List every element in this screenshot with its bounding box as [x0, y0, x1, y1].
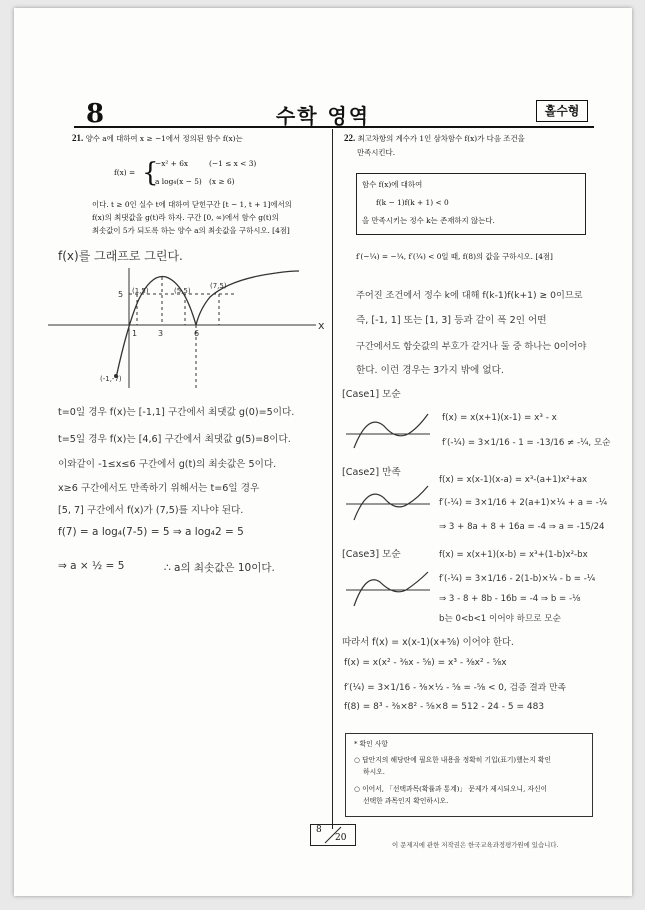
q21-body-3: 최솟값이 5가 되도록 하는 양수 a의 최솟값을 구하시오. [4점]	[92, 226, 290, 235]
label-x1: 1	[132, 329, 138, 338]
q21-number: 21.	[72, 133, 84, 143]
q22-f-expand: f(x) = x(x² - ⅜x - ⅝) = x³ - ⅜x² - ⅝x	[344, 658, 507, 668]
q22-cond-line1: 함수 f(x)에 대하여	[362, 180, 423, 189]
label-pm1: (-1,-7)	[100, 375, 122, 383]
q22-case3-title: [Case3] 모순	[342, 549, 401, 560]
q22-number: 22.	[344, 133, 356, 143]
q21-intro-text: 양수 a에 대하여 x ≥ −1에서 정의된 함수 f(x)는	[85, 134, 243, 143]
q22-intro-1	[344, 132, 525, 145]
q22-check: f′(¼) = 3×1/16 - ⅜×½ - ⅝ = -⅝ < 0, 검증 결과 만족	[344, 683, 567, 693]
q21-sol-intro: f(x)를 그래프로 그린다.	[58, 249, 183, 263]
q21-brace: {	[142, 158, 159, 188]
curve-log	[196, 271, 299, 325]
q21-fx-label: f(x) =	[114, 168, 136, 177]
type-badge: 홀수형	[536, 100, 588, 122]
q21-graph	[44, 263, 334, 393]
q22-case2-c: ⇒ 3 + 8a + 8 + 16a = -4 ⇒ a = -15/24	[439, 522, 605, 532]
q22-sol-line3: 구간에서도 함숫값의 부호가 같거나 둘 중 하나는 0이어야	[356, 341, 587, 352]
label-p55: (5,5)	[174, 287, 191, 295]
notice-item2: ○ 이어서, 「선택과목(확률과 통계)」 문제가 제시되오니, 자신이	[354, 785, 548, 793]
q21-sol-line7: ⇒ a × ½ = 5	[58, 560, 125, 572]
footer-total: 20	[335, 833, 347, 843]
q21-sol-line5: [5, 7] 구간에서 f(x)가 (7,5)를 지나야 된다.	[58, 505, 244, 516]
q21-sol-line6: f(7) = a log₄(7-5) = 5 ⇒ a log₄2 = 5	[58, 526, 244, 538]
notice-title: * 확인 사항	[354, 740, 388, 748]
q22-case1-sketch	[344, 410, 434, 450]
label-y5: 5	[118, 290, 124, 299]
q21-sol-line3: 이와같이 -1≤x≤6 구간에서 g(t)의 최솟값은 5이다.	[58, 459, 277, 470]
q22-sol-line4: 한다. 이런 경우는 3가지 밖에 없다.	[356, 365, 504, 376]
q22-case3-a: f(x) = x(x+1)(x-b) = x³+(1-b)x²-bx	[439, 550, 588, 560]
footer-page-box	[310, 824, 356, 846]
q22-cond-line2: f(k − 1)f(k + 1) < 0	[376, 198, 449, 207]
label-p75: (7,5)	[210, 282, 227, 290]
q21-case1-cond: (−1 ≤ x < 3)	[209, 159, 257, 168]
label-x6: 6	[194, 329, 200, 338]
notice-item1: ○ 답안지의 해당란에 필요한 내용을 정확히 기입(표기)했는지 확인	[354, 756, 552, 764]
exam-page	[14, 8, 632, 896]
q21-sol-line1: t=0일 경우 f(x)는 [-1,1] 구간에서 최댓값 g(0)=5이다.	[58, 407, 295, 418]
q21-sol-line4: x≥6 구간에서도 만족하기 위해서는 t=6일 경우	[58, 483, 260, 494]
footer-page: 8	[316, 825, 322, 835]
q22-conclusion: 따라서 f(x) = x(x-1)(x+⅝) 이어야 한다.	[342, 637, 514, 648]
q22-case1-b: f′(-¼) = 3×1/16 - 1 = -13/16 ≠ -¼, 모순	[442, 438, 611, 448]
q22-case1-title: [Case1] 모순	[342, 389, 401, 400]
label-p15: (1,5)	[132, 287, 149, 295]
page-number: 8	[86, 99, 105, 129]
notice-item2b: 선택한 과목인지 확인하시오.	[363, 797, 449, 805]
q21-case2-expr: a log₄(x − 5)	[155, 177, 202, 186]
column-divider	[332, 129, 333, 829]
q21-body-1: 이다. t ≥ 0인 실수 t에 대하여 닫힌구간 [t − 1, t + 1]에서의	[92, 200, 292, 209]
label-x3: 3	[158, 329, 164, 338]
footer-copyright: 이 문제지에 관한 저작권은 한국교육과정평가원에 있습니다.	[392, 841, 559, 849]
header-rule	[74, 126, 594, 128]
q22-intro-text: 최고차항의 계수가 1인 삼차함수 f(x)가 다음 조건을	[357, 134, 525, 143]
q22-case3-d: b는 0<b<1 이어야 하므로 모순	[439, 614, 561, 624]
q22-sol-line1: 주어진 조건에서 정수 k에 대해 f(k-1)f(k+1) ≥ 0이므로	[356, 290, 583, 301]
notice-item1b: 하시오.	[363, 768, 385, 776]
q21-body-2: f(x)의 최댓값을 g(t)라 하자. 구간 [0, ∞)에서 함수 g(t)의	[92, 213, 279, 222]
q22-case1-a: f(x) = x(x+1)(x-1) = x³ - x	[442, 413, 557, 423]
q21-case1-expr: −x² + 6x	[155, 159, 189, 168]
q21-sol-answer: ∴ a의 최솟값은 10이다.	[164, 562, 275, 574]
q22-case3-c: ⇒ 3 - 8 + 8b - 16b = -4 ⇒ b = -⅛	[439, 594, 581, 604]
q22-question: f′(−¼) = −¼, f′(¼) < 0일 때, f(8)의 값을 구하시오. [4점]	[356, 252, 553, 261]
q22-cond-line3: 을 만족시키는 정수 k는 존재하지 않는다.	[362, 216, 495, 225]
q22-case2-title: [Case2] 만족	[342, 467, 401, 478]
subject-title: 수학 영역	[275, 104, 371, 128]
q21-sol-line2: t=5일 경우 f(x)는 [4,6] 구간에서 최댓값 g(5)=8이다.	[58, 434, 291, 445]
q22-case2-b: f′(-¼) = 3×1/16 + 2(a+1)×¼ + a = -¼	[439, 498, 608, 508]
q22-intro-2: 만족시킨다.	[357, 148, 396, 157]
q21-intro	[72, 132, 243, 145]
q22-answer: f(8) = 8³ - ⅜×8² - ⅝×8 = 512 - 24 - 5 = 483	[344, 702, 545, 712]
q22-case3-b: f′(-¼) = 3×1/16 - 2(1-b)×¼ - b = -¼	[439, 574, 596, 584]
q22-case3-sketch	[344, 568, 434, 608]
q22-sol-line2: 즉, [-1, 1] 또는 [1, 3] 등과 같이 폭 2인 어떤	[356, 315, 547, 326]
q22-case2-sketch	[344, 482, 434, 522]
q21-case2-cond: (x ≥ 6)	[209, 177, 235, 186]
x-axis-label: x	[318, 319, 325, 332]
q22-case2-a: f(x) = x(x-1)(x-a) = x³-(a+1)x²+ax	[439, 475, 588, 485]
